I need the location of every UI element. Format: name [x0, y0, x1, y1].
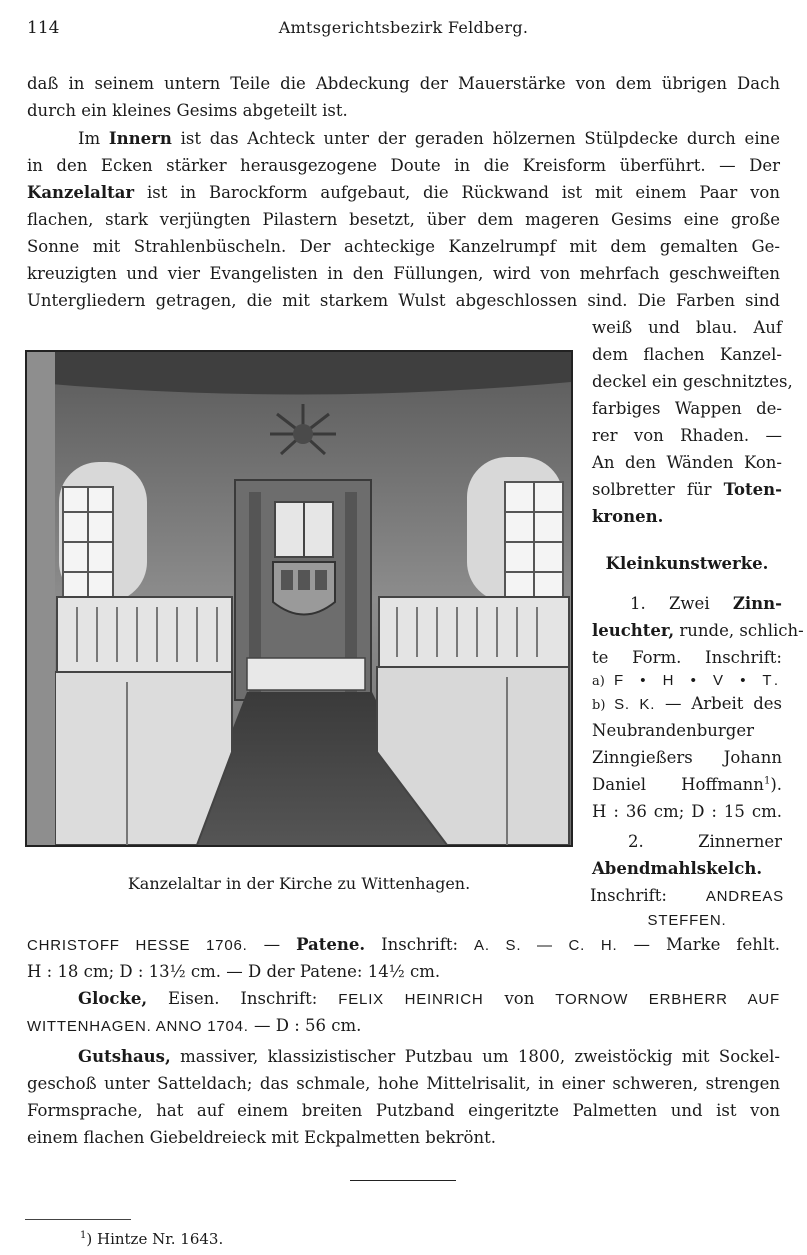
side-text-line: STEFFEN.	[647, 912, 727, 929]
footnote: $^1$) Hintze Nr. 1643.	[80, 1230, 224, 1248]
section-heading: Kleinkunstwerke.	[605, 554, 769, 573]
text-line: flachen, stark verjüngten Pilastern besetzt, über dem mageren Gesims eine große	[27, 210, 780, 229]
text-line: WITTENHAGEN. ANNO 1704. — D : 56 cm.	[27, 1016, 362, 1035]
running-title: Amtsgerichtsbezirk Feldberg.	[278, 18, 529, 37]
side-text-line: An den Wänden Kon-	[592, 453, 782, 472]
text-line: einem flachen Giebeldreieck mit Eckpalmetten bekrönt.	[27, 1128, 496, 1147]
text-line: Gutshaus, massiver, klassizistischer Putzbau um 1800, zweistöckig mit Sockel-	[78, 1047, 780, 1066]
side-text-line: weiß und blau. Auf	[592, 318, 782, 337]
side-text-line: H : 36 cm; D : 15 cm.	[592, 802, 782, 821]
text-line: Sonne mit Strahlenbüscheln. Der achteckige Kanzelrumpf mit dem gemalten Ge-	[27, 237, 780, 256]
text-line: daß in seinem untern Teile die Abdeckung der Mauerstärke von dem übrigen Dach	[27, 74, 780, 93]
text-line: Im Innern ist das Achteck unter der geraden hölzernen Stülpdecke durch eine	[78, 129, 780, 148]
side-text-line: 2. Zinnerner	[628, 832, 782, 851]
text-line: Kanzelaltar ist in Barockform aufgebaut, die Rückwand ist mit einem Paar von	[27, 183, 780, 202]
text-line: geschoß unter Satteldach; das schmale, hohe Mittelrisalit, in einer schweren, strengen	[27, 1074, 780, 1093]
side-text-line: te Form. Inschrift:	[592, 648, 782, 667]
side-text-line: leuchter, runde, schlich-	[592, 621, 804, 640]
side-text-line: Zinngießers Johann	[592, 748, 782, 767]
side-text-line: Abendmahlskelch.	[592, 859, 763, 878]
side-text-line: rer von Rhaden. —	[592, 426, 782, 445]
church-interior-photo	[25, 350, 573, 847]
side-text-line: Neubrandenburger	[592, 721, 754, 740]
side-text-line: Daniel Hoffmann$^1$).	[592, 775, 782, 794]
text-line: durch ein kleines Gesims abgeteilt ist.	[27, 101, 348, 120]
text-line: Untergliedern getragen, die mit starkem Wulst abgeschlossen sind. Die Farben sind	[27, 291, 780, 310]
side-text-line: a) F • H • V • T.	[592, 672, 782, 689]
text-line: H : 18 cm; D : 13½ cm. — D der Patene: 14½ cm.	[27, 962, 441, 981]
side-text-line: 1. Zwei Zinn-	[630, 594, 782, 613]
text-line: in den Ecken stärker herausgezogene Doute in die Kreisform überführt. — Der	[27, 156, 780, 175]
side-text-line: farbiges Wappen de-	[592, 399, 782, 418]
text-line: CHRISTOFF HESSE 1706. — Patene. Inschrift: A. S. — C. H. — Marke fehlt.	[27, 935, 780, 954]
side-text-line: b) S. K. — Arbeit des	[592, 694, 782, 713]
side-text-line: Inschrift: ANDREAS	[590, 886, 784, 905]
photo-caption: Kanzelaltar in der Kirche zu Wittenhagen.	[127, 874, 471, 893]
side-text-line: kronen.	[592, 507, 664, 526]
side-text-line: deckel ein geschnitztes,	[592, 372, 793, 391]
side-text-line: solbretter für Toten-	[592, 480, 782, 499]
footnote-divider	[25, 1219, 131, 1220]
section-divider	[350, 1180, 456, 1181]
side-text-line: dem flachen Kanzel-	[592, 345, 782, 364]
text-line: Formsprache, hat auf einem breiten Putzband eingeritzte Palmetten und ist von	[27, 1101, 780, 1120]
page-number: 114	[27, 18, 60, 38]
text-line: kreuzigten und vier Evangelisten in den Füllungen, wird von mehrfach geschweiften	[27, 264, 780, 283]
text-line: Glocke, Eisen. Inschrift: FELIX HEINRICH von TORNOW ERBHERR AUF	[78, 989, 780, 1008]
